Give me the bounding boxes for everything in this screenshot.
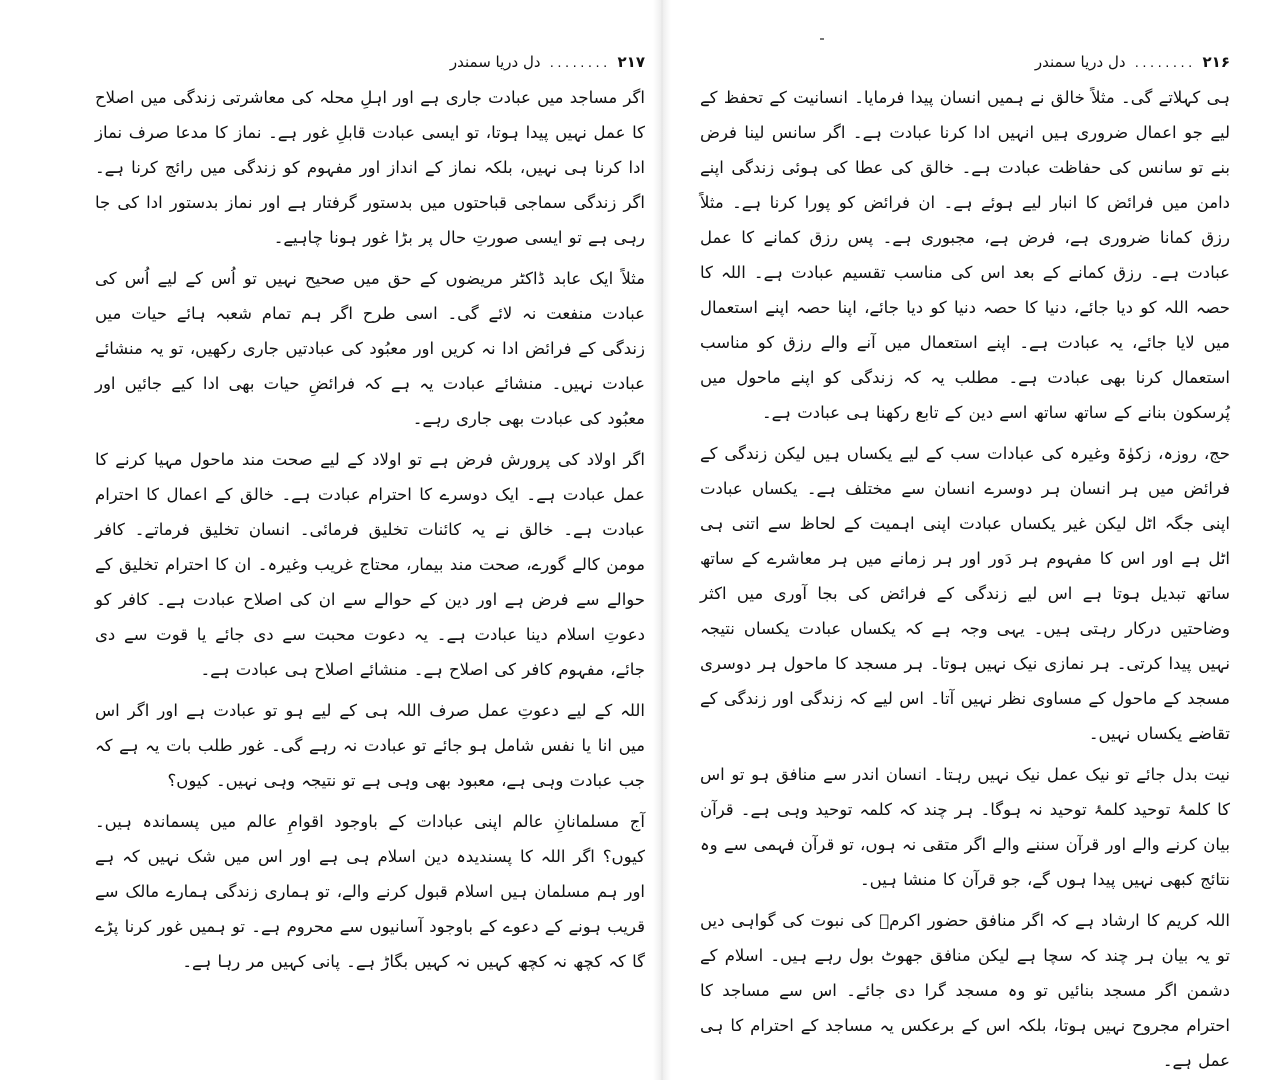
- paragraph: نیت بدل جائے تو نیک عمل نیک نہیں رہتا۔ انسان اندر سے منافق ہو تو اس کا کلمۂ توحید کلمۂ توحید نہ ہوگا۔ ہر چند کہ کلمہ توحید وہی ہے۔ قرآن بیان کرنے والے اور قرآن سننے والے اگر متقی نہ ہوں، تو قرآن فہمی سے وہ نتائج کبھی نہیں پیدا ہوں گے، جو قرآن کا منشا ہیں۔: [700, 765, 1230, 889]
- header-dots: ........: [1133, 57, 1195, 70]
- paragraph: آج مسلمانانِ عالم اپنی عبادات کے باوجود اقوامِ عالم میں پسماندہ ہیں۔ کیوں؟ اگر اللہ کا پسندیدہ دین اسلام ہی ہے اور اس میں شک نہیں کہ ہے اور ہم مسلمان ہیں اسلام قبول کرنے والے، تو ہماری زندگی ہمارے مالک سے قریب ہونے کے دعوے کے باوجود آسانیوں سے محروم ہے۔ تو ہمیں غور کرنا پڑے گا کہ کچھ نہ کچھ کہیں نہ کہیں بگاڑ ہے۔ پانی کہیں مر رہا ہے۔: [95, 812, 645, 971]
- paragraph: اللہ کریم کا ارشاد ہے کہ اگر منافق حضور اکرمؐ کی نبوت کی گواہی دیں تو یہ بیان ہر چند کہ سچا ہے لیکن منافق جھوٹ بول رہے ہیں۔ اسلام کے دشمن اگر مسجد بنائیں تو وہ مسجد گرا دی جائے۔ اس سے مساجد کا احترام مجروح نہیں ہوتا، بلکہ اس کے برعکس یہ مساجد کے احترام کا ہی عمل ہے۔: [700, 911, 1230, 1070]
- paragraph: مثلاً ایک عابد ڈاکٹر مریضوں کے حق میں صحیح نہیں تو اُس کے لیے اُس کی عبادت منفعت نہ لائے گی۔ اسی طرح اگر ہم تمام شعبہ ہائے حیات میں زندگی کے فرائض ادا نہ کریں اور معبُود کی عبادتیں جاری رکھیں، تو یہ منشائے عبادت نہیں۔ منشائے عبادت یہ ہے کہ فرائضِ حیات بھی ادا کیے جائیں اور معبُود کی عبادت بھی جاری رہے۔: [95, 269, 645, 428]
- left-page: [95, 50, 645, 1060]
- paragraph: اگر اولاد کی پرورش فرض ہے تو اولاد کے لیے صحت مند ماحول مہیا کرنے کا عمل عبادت ہے۔ ایک دوسرے کا احترام عبادت ہے۔ خالق کے اعمال کا احترام عبادت ہے۔ خالق نے یہ کائنات تخلیق فرمائی۔ انسان تخلیق فرماتے۔ کافر مومن کالے گورے، صحت مند بیمار، محتاج غریب وغیرہ۔ ان کا احترام تخلیق کے حوالے سے فرض ہے اور دین کے حوالے سے ان کی اصلاح عبادت ہے۔ کافر کو دعوتِ اسلام دینا عبادت ہے۔ یہ دعوت محبت سے دی جائے یا قوت سے دی جائے، مفہوم کافر کی اصلاح ہے۔ منشائے اصلاح ہی عبادت ہے۔: [95, 450, 645, 679]
- paragraph: ہی کہلاتے گی۔ مثلاً خالق نے ہمیں انسان پیدا فرمایا۔ انسانیت کے تحفظ کے لیے جو اعمال ضروری ہیں انہیں ادا کرنا عبادت ہے۔ اگر سانس لینا فرض بنے تو سانس کی حفاظت عبادت ہے۔ خالق کی عطا کی ہوئی زندگی اپنے دامن میں فرائض کا انبار لیے ہوئے ہے۔ ان فرائض کو پورا کرنا ہے۔ مثلاً رزق کمانا ضروری ہے، فرض ہے، مجبوری ہے۔ پس رزق کمانے کا عمل عبادت ہے۔ رزق کمانے کے بعد اس کی مناسب تقسیم عبادت ہے۔ اللہ کا حصہ اللہ کو دیا جائے، دنیا کا حصہ دنیا کو دیا جائے، اپنا حصہ اپنے استعمال میں لایا جائے، یہ عبادت ہے۔ اپنے استعمال میں آنے والے رزق کو مناسب استعمال کرنا بھی عبادت ہے۔ مطلب یہ کہ زندگی کو اپنے ماحول میں پُرسکون بنانے کے ساتھ ساتھ اسے دین کے تابع رکھنا ہی عبادت ہے۔: [700, 88, 1230, 422]
- page-number: ۲۱۶: [1202, 53, 1230, 71]
- paragraph: اگر مساجد میں عبادت جاری ہے اور اہلِ محلہ کی معاشرتی زندگی میں اصلاح کا عمل نہیں پیدا ہوتا، تو ایسی عبادت قابلِ غور ہے۔ نماز کا مدعا صرف نماز ادا کرنا ہی نہیں، بلکہ نماز کے انداز اور مفہوم کو زندگی میں رائج کرنا ہے۔ اگر زندگی سماجی قباحتوں میں بدستور گرفتار ہے اور نماز بدستور ادا کی جا رہی ہے تو ایسی صورتِ حال پر بڑا غور ہونا چاہیے۔: [95, 88, 645, 247]
- running-title: دل دریا سمندر: [1034, 53, 1126, 71]
- page-number: ۲۱۷: [617, 53, 645, 71]
- scan-speck: [820, 38, 824, 40]
- page-header: [700, 50, 1230, 74]
- paragraph: حج، روزہ، زکوٰۃ وغیرہ کی عبادات سب کے لیے یکساں ہیں لیکن زندگی کے فرائض میں ہر انسان ہر دوسرے انسان سے مختلف ہے۔ یکساں عبادت اپنی جگہ اٹل لیکن غیر یکساں عبادت اپنی اہمیت کے لحاظ سے اتنی ہی اٹل ہے اور اس کا مفہوم ہر دَور اور ہر زمانے میں ہر معاشرے کے ساتھ ساتھ تبدیل ہوتا ہے اس لیے زندگی کے فرائض کی بجا آوری میں اکثر وضاحتیں درکار رہتی ہیں۔ یہی وجہ ہے کہ یکساں عبادت یکساں نتیجہ نہیں پیدا کرتی۔ ہر نمازی نیک نہیں ہوتا۔ ہر مسجد کا ماحول ہر دوسری مسجد کے ماحول کے مساوی نظر نہیں آتا۔ اس لیے کہ زندگی اور زندگی کے تقاضے یکساں نہیں۔: [700, 444, 1230, 743]
- running-title: دل دریا سمندر: [449, 53, 541, 71]
- right-page: [700, 50, 1230, 1070]
- paragraph: اللہ کے لیے دعوتِ عمل صرف اللہ ہی کے لیے ہو تو عبادت ہے اور اگر اس میں انا یا نفس شامل ہو جائے تو عبادت نہ رہے گی۔ غور طلب بات یہ ہے کہ جب عبادت وہی ہے، معبود بھی وہی ہے تو نتیجہ وہی نہیں۔ کیوں؟: [95, 701, 645, 790]
- book-gutter: [653, 0, 671, 1080]
- header-dots: ........: [548, 57, 610, 70]
- page-header: [95, 50, 645, 74]
